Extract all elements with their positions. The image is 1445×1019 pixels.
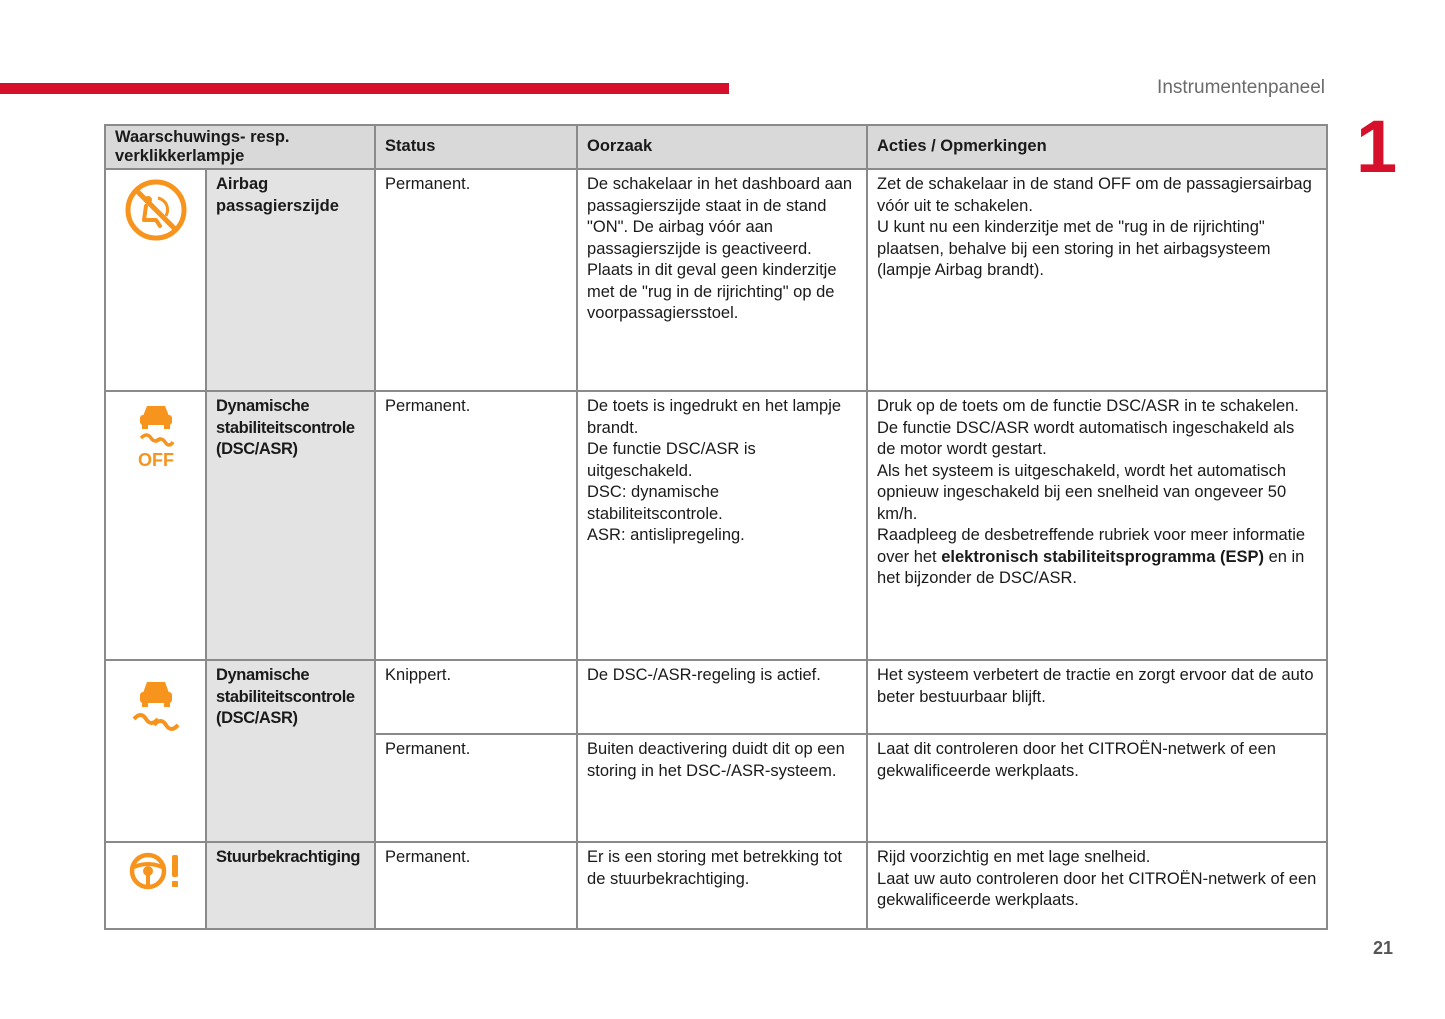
cause-line: De toets is ingedrukt en het lampje brandt. xyxy=(587,397,842,437)
cause-cell: Er is een storing met betrekking tot de stuurbekrachtiging. xyxy=(577,842,867,929)
actions-ref-pre: Raadpleeg de desbetreffende rubriek voor meer informatie over het xyxy=(877,526,1306,566)
cause-line: ASR: antislipregeling. xyxy=(587,526,745,544)
dsc-asr-off-icon xyxy=(131,398,181,470)
dsc-asr-icon xyxy=(128,675,184,735)
airbag-passenger-off-icon xyxy=(122,176,190,244)
cause-cell: De DSC-/ASR-regeling is actief. xyxy=(577,660,867,734)
lamp-name: Airbag passagierszijde xyxy=(206,169,375,391)
actions-line: Laat uw auto controleren door het CITROËN-netwerk of een gekwalificeerde werkplaats. xyxy=(877,869,1317,909)
actions-cell xyxy=(867,391,1327,660)
chapter-number: 1 xyxy=(1356,105,1398,188)
cause-cell: De schakelaar in het dashboard aan passagierszijde staat in de stand "ON". De airbag vóór aan passagierszijde is geactiveerd. Plaats in dit geval geen kinderzitje met de "rug in de rijrichting" op de voorpassagiersstoel. xyxy=(577,169,867,391)
table-header-row xyxy=(105,125,1327,169)
cause-cell xyxy=(577,391,867,660)
icon-cell xyxy=(105,842,206,929)
cause-line: DSC: dynamische stabiliteitscontrole. xyxy=(587,483,723,523)
actions-line: Zet de schakelaar in de stand OFF om de passagiersairbag vóór uit te schakelen. xyxy=(877,175,1312,215)
icon-cell xyxy=(105,169,206,391)
icon-cell xyxy=(105,391,206,660)
status-cell: Permanent. xyxy=(375,842,577,929)
lamp-name: Dynamische stabiliteitscontrole (DSC/ASR) xyxy=(206,391,375,660)
actions-ref-bold: elektronisch stabiliteitsprogramma (ESP) xyxy=(941,547,1264,566)
section-title: Instrumentenpaneel xyxy=(1157,77,1325,98)
lamp-name: Dynamische stabiliteitscontrole (DSC/ASR) xyxy=(206,660,375,842)
header-red-bar xyxy=(0,83,729,94)
table-row xyxy=(105,660,1327,734)
actions-cell xyxy=(867,842,1327,929)
cause-line: De functie DSC/ASR is uitgeschakeld. xyxy=(587,440,756,480)
power-steering-warning-icon xyxy=(128,849,184,893)
actions-line: Druk op de toets om de functie DSC/ASR in te schakelen. xyxy=(877,397,1299,415)
actions-line: Als het systeem is uitgeschakeld, wordt het automatisch opnieuw ingeschakeld bij een snelheid van ongeveer 50 km/h. xyxy=(877,461,1287,523)
status-cell: Permanent. xyxy=(375,391,577,660)
actions-line: Rijd voorzichtig en met lage snelheid. xyxy=(877,848,1151,866)
status-cell: Permanent. xyxy=(375,169,577,391)
header-status: Status xyxy=(375,125,577,169)
icon-cell xyxy=(105,660,206,842)
lamp-name: Stuurbekrachtiging xyxy=(206,842,375,929)
table-row xyxy=(105,169,1327,391)
table-row xyxy=(105,842,1327,929)
actions-cell xyxy=(867,169,1327,391)
status-cell: Knippert. xyxy=(375,660,577,734)
cause-cell: Buiten deactivering duidt dit op een storing in het DSC-/ASR-systeem. xyxy=(577,734,867,842)
warning-lamps-table xyxy=(104,124,1328,930)
header-lamp: Waarschuwings- resp. verklikkerlampje xyxy=(105,125,375,169)
table-row xyxy=(105,391,1327,660)
actions-cell: Laat dit controleren door het CITROËN-netwerk of een gekwalificeerde werkplaats. xyxy=(867,734,1327,842)
actions-line: U kunt nu een kinderzitje met de "rug in de rijrichting" plaatsen, behalve bij een storing in het airbagsysteem (lampje Airbag brandt). xyxy=(877,218,1271,279)
actions-line: De functie DSC/ASR wordt automatisch ingeschakeld als de motor wordt gestart. xyxy=(877,418,1295,458)
actions-cell: Het systeem verbetert de tractie en zorgt ervoor dat de auto beter bestuurbaar blijft. xyxy=(867,660,1327,734)
actions-reference xyxy=(877,525,1317,590)
icon-off-label: OFF xyxy=(137,450,174,470)
page-number: 21 xyxy=(1373,938,1394,958)
header-actions: Acties / Opmerkingen xyxy=(867,125,1327,169)
header-cause: Oorzaak xyxy=(577,125,867,169)
actions-ref-post: en in het bijzonder de DSC/ASR. xyxy=(877,547,1305,587)
status-cell: Permanent. xyxy=(375,734,577,842)
